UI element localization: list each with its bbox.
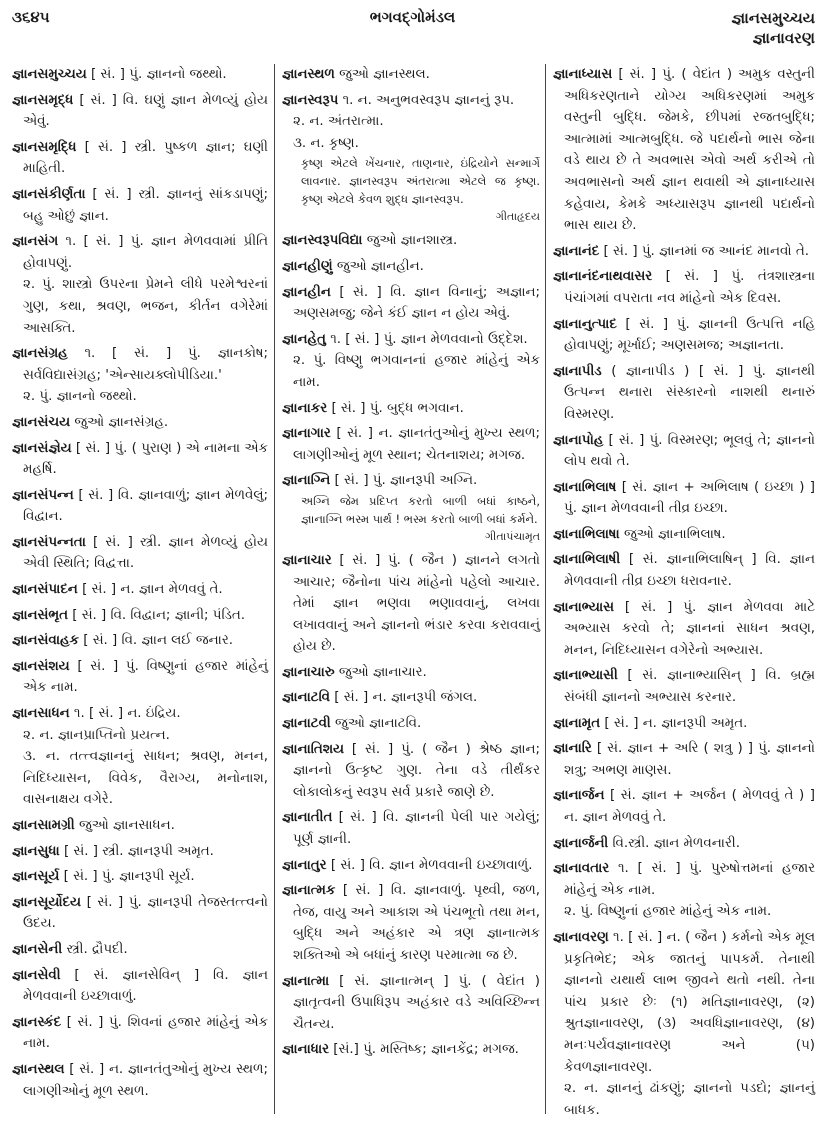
definition: [ સં. ] સ્ત્રી. જ્ઞાન મેળવ્યું હોય એવી સ્થિતિ; વિદ્વત્તા. [23,534,268,572]
headword: જ્ઞાનાનંદનાથવાસર [553,269,653,285]
definition: ૧. [ સં. ] પું. જ્ઞાનકોષ; સર્વવિદ્યાસંગ્રહ; 'એન્સાયક્લોપીડિયા.' [23,346,269,383]
dictionary-entry [553,430,815,473]
dictionary-entry [553,927,815,1121]
definition: જુઓ જ્ઞાનશાસ્ત્ર. [366,233,458,249]
definition: [ સં. ] પું. જ્ઞાનરૂપી તેજસ્તત્ત્વનો ઉદય. [23,894,268,932]
sense: ૨. ન. જ્ઞાનનું ઢાંકણું; જ્ઞાનનો પડદો; જ્ઞાનનું બાધક. [564,1081,815,1118]
headword: જ્ઞાનાર્જન [553,788,605,804]
definition: [ સં. ] પું. જ્ઞાનની ઉત્પત્તિ નહિ હોવાપણું; મૂર્ખાઈ; અણસમજ; અજ્ઞાનતા. [564,316,815,354]
definition: [ સં. ] પું. બુદ્ધ ભગવાન. [331,400,464,416]
definition: [ સં. જ્ઞાનાત્મન્ ] પું. ( વેદાંત ) જ્ઞાતૃત્વની ઉપાધિરૂપ અહંકાર વડે અવિચ્છિન્ન ચૈતન્ય. [293,973,540,1032]
headword: જ્ઞાનારિ [553,741,592,757]
quote-source: ગીતાહૃદય [495,210,540,224]
headword: જ્ઞાનાપોહ [553,432,604,448]
guidewords [731,8,815,48]
definition: [ સં. ] વિ. જ્ઞાનવાળું; જ્ઞાન મેળવેલું; વિદ્વાન. [23,487,268,525]
definition: [ સં. ] પું. ( જૈન ) જ્ઞાનને લગતો આચાર; જૈનોના પાંચ માંહેનો પહેલો આચાર. તેમાં જ્ઞાન ભણવા ભણાવવાનું, લખવા લખાવવાનું અને જ્ઞાનનો ભંડાર કરવા કરાવવાનું હોય છે. [293,552,540,655]
dictionary-entry [12,630,268,652]
dictionary-entry [553,524,815,546]
column-2 [282,64,540,1065]
headword: જ્ઞાનાપીડ [553,363,602,379]
dictionary-entry [12,579,268,601]
definition: ૧. [ સં. ] ન. ઇંદ્રિય. [73,706,181,722]
sense: ૨. ન. અંતરાત્મા. [293,114,384,130]
definition: [ સં. જ્ઞાન + અરિ ( શત્રુ ) ] પું. જ્ઞાનનો શત્રુ; અભણ માણસ. [564,741,815,778]
definition: [ સં. ] પું. જ્ઞાનરૂપી અગ્નિ. [334,473,478,489]
definition: [ સં. જ્ઞાન + અર્જન ( મેળવવું તે ) ] ન. જ્ઞાન મેળવવું તે. [564,788,815,825]
headword: જ્ઞાનસંગ્રહ [12,346,68,362]
headword: જ્ઞાનાટવિ [282,690,330,706]
sense: ૩. ન. તત્ત્વજ્ઞાનનું સાધન; શ્રવણ, મનન, નિદિધ્યાસન, વિવેક, વૈરાગ્ય, મનોનાશ, વાસનાક્ષય વગેરે. [23,749,268,808]
headword: જ્ઞાનસૂર્યોદય [12,894,81,910]
headword: જ્ઞાનાચાર [282,552,332,568]
dictionary-entry [282,739,540,804]
headword: જ્ઞાનાનુત્પાદ [553,316,617,332]
quotation [293,154,540,226]
dictionary-entry [553,858,815,923]
dictionary-entry [282,971,540,1036]
column-1 [12,64,268,1106]
dictionary-entry [12,965,268,1008]
sense: ૨. પું. વિષ્ણુનાં હજાર માંહેનું એક નામ. [564,904,772,920]
definition: જુઓ જ્ઞાનાભિલાષ. [623,526,726,542]
dictionary-entry [553,477,815,520]
dictionary-entry [553,64,815,237]
quotation [293,492,540,546]
dictionary-entry [553,713,815,735]
headword: જ્ઞાનસંભૃત [12,607,68,623]
definition: [ સં. ] ન. જ્ઞાનરૂપી અમૃત. [604,715,748,731]
definition: ૧. ન. અનુભવસ્વરૂપ જ્ઞાનનું રૂપ. [342,92,515,108]
headword: જ્ઞાનસૂર્ય [12,869,60,885]
dictionary-entry [12,939,268,961]
quote-text: અગ્નિ જેમ પ્રદિપ્ત કરતો બાળી બધાં કાષ્ઠને, જ્ઞાનાગ્નિ ભસ્મ પાર્થ ! ભસ્મ કરતો બાળી બધાં કર્મને. [301,493,540,526]
headword: જ્ઞાનાભિલાષી [553,552,621,568]
sense: ૨. ન. જ્ઞાનપ્રાપ્તિનો પ્રયત્ન. [23,727,170,743]
headword: જ્ઞાનસંશય [12,658,70,674]
definition: [ સં. ] પું. જ્ઞાન મેળવવા માટે અભ્યાસ કરવો તે; જ્ઞાનનાં સાધન શ્રવણ, મનન, નિદિધ્યાસન વગેરેનો અભ્યાસ. [564,599,815,658]
column-3 [553,64,815,1125]
dictionary-entry [12,90,268,133]
dictionary-entry [282,1039,540,1061]
dictionary-entry [553,665,815,708]
definition: [ સં. ] પું. ( જૈન ) શ્રેષ્ઠ જ્ઞાન; જ્ઞાનનો ઉત્કૃષ્ટ ગુણ. તેના વડે તીર્થંકર લોકાલોકનું સ્વરૂપ સર્વ પ્રકારે જાણે છે. [293,741,540,800]
headword: જ્ઞાનસ્થલ [12,1061,65,1077]
definition: [ સં. ] વિ. જ્ઞાન વિનાનું; અજ્ઞાન; અણસમજુ; જેને કંઈ જ્ઞાન ન હોય એવું. [293,284,540,322]
headword: જ્ઞાનાત્મક [282,883,336,899]
headword: જ્ઞાનસમુચ્ચય [12,67,87,82]
headword: જ્ઞાનસમૃદ્ધ [12,92,74,108]
dictionary-entry [12,656,268,699]
headword: જ્ઞાનાધ્યાસ [553,67,613,82]
dictionary-entry [553,597,815,662]
headword: જ્ઞાનાવરણ [553,929,609,945]
dictionary-entry [12,343,268,408]
definition: [ સં. ] પું. વિષ્ણુનાં હજાર માંહેનું એક નામ. [23,658,268,696]
dictionary-entry [12,412,268,434]
headword: જ્ઞાનાર્જની [553,835,609,851]
dictionary-entry [282,230,540,252]
headword: જ્ઞાનહેતુ [282,331,326,347]
definition: ૧. [ સં. ] પું. પુરુષોત્તમનાં હજાર માંહેનું એક નામ. [564,861,815,898]
definition: [ સં. ] ન. જ્ઞાનતંતુઓનું મુખ્ય સ્થળ; લાગણીઓનું મૂળ સ્થળ. [23,1061,268,1099]
dictionary-entry [12,841,268,863]
definition: [ સં. ] ન. જ્ઞાન મેળવવું તે. [82,582,223,598]
headword: જ્ઞાનસમૃદ્ધિ [12,139,77,155]
dictionary-entry [12,1059,268,1102]
page-number: ૩૬૪૫ [12,8,50,26]
headword: જ્ઞાનસંકીર્ણતા [12,186,86,202]
definition: [સં.] પું. મસ્તિષ્ક; જ્ઞાનકેંદ્ર; મગજ. [333,1042,519,1058]
dictionary-entry [282,64,540,86]
definition: ૧. [ સં. ] પું. જ્ઞાન મેળવવાનો ઉદ્દેશ. [330,331,528,347]
definition: જુઓ જ્ઞાનાચાર. [338,664,427,680]
dictionary-entry [12,137,268,180]
headword: જ્ઞાનાભ્યાસી [553,668,618,684]
definition: [ સં. ] ન. જ્ઞાનરૂપી જંગલ. [334,690,478,706]
dictionary-entry [12,532,268,575]
definition: ૧. [ સં. ] ન. ( જૈન ) કર્મનો એક મૂલ પ્રકૃતિભેદ; એક જાતનું પાપકર્મ. તેનાથી જ્ઞાનનો યથાર્થ લાભ જીવને થતો નથી. તેના પાંચ પ્રકાર છેઃ (૧) મતિજ્ઞાનાવરણ, (૨) શ્રુતજ્ઞાનાવરણ, (૩) અવધિજ્ઞાનાવરણ, (૪) મનઃપર્યવજ્ઞાનાવરણ અને (૫) કેવળજ્ઞાનાવરણ. [564,929,815,1075]
definition: જુઓ જ્ઞાનસંગ્રહ. [74,414,169,430]
dictionary-entry [282,423,540,466]
dictionary-entry [553,549,815,592]
definition: [ સં. જ્ઞાનાભિલાષિન્ ] વિ. જ્ઞાન મેળવવાની તીવ્ર ઇચ્છા ધરાવનાર. [564,552,815,590]
dictionary-entry [282,282,540,325]
dictionary-entry [282,662,540,684]
headword: જ્ઞાનસંગ [12,234,59,250]
definition: [ સં. જ્ઞાનસેવિન્ ] વિ. જ્ઞાન મેળવવાની ઇચ્છાવાળું. [23,967,269,1005]
dictionary-entry [12,485,268,528]
dictionary-entry [282,807,540,850]
definition: જુઓ જ્ઞાનાટવિ. [335,716,422,732]
dictionary-entry [282,329,540,394]
headword: જ્ઞાનસંપન્નતા [12,534,86,550]
headword: જ્ઞાનાભિલાષા [553,526,620,542]
headword: જ્ઞાનાવતાર [553,861,610,877]
headword: જ્ઞાનાભિલાષ [553,479,617,495]
dictionary-entry [12,438,268,481]
sense: ૨. પું. જ્ઞાનનો જથ્થો. [23,389,137,405]
dictionary-entry [12,231,268,339]
headword: જ્ઞાનસંચય [12,414,71,430]
sense: ૨. પું. શાસ્ત્રો ઉપરના પ્રેમને લીધે પરમેશ્વરનાં ગુણ, કથા, શ્રવણ, ભજન, કીર્તન વગેરેમાં આસક્તિ. [23,277,268,336]
dictionary-entry [12,866,268,888]
sense: ૩. ન. કૃષ્ણ. [293,135,359,151]
definition: [ સં. ] સ્ત્રી. પુષ્કળ જ્ઞાન; ઘણી માહિતી. [23,139,268,177]
dictionary-entry [282,880,540,966]
dictionary-entry [12,892,268,935]
definition: [ સં. ] પું. તંત્રશાસ્ત્રના પંચાંગમાં વપરાતા નવ માંહેનો એક દિવસ. [564,269,815,306]
headword: જ્ઞાનસેની [12,941,63,957]
definition: જુઓ જ્ઞાનસાધન. [78,818,175,833]
column-divider [274,64,275,1114]
headword: જ્ઞાનસંવાહક [12,633,79,649]
headword: જ્ઞાનાનંદ [553,243,600,259]
dictionary-entry [12,815,268,837]
headword: જ્ઞાનસંજ્ઞેય [12,440,72,456]
definition: [ સં. ] પું. શિવનાં હજાર માંહેનું એક નામ. [23,1014,268,1052]
definition: [ સં. ] સ્ત્રી. જ્ઞાનનું સાંકડાપણું; બહુ ઓછું જ્ઞાન. [23,186,268,224]
definition: વિ.સ્ત્રી. જ્ઞાન મેળવનારી. [612,835,740,851]
headword: જ્ઞાનાટવી [282,716,331,732]
dictionary-entry [12,703,268,811]
definition: [ સં. ] પું. વિસ્મરણ; ભૂલવું તે; જ્ઞાનનો લોપ થવો તે. [564,432,815,470]
headword: જ્ઞાનાગાર [282,426,331,442]
headword: જ્ઞાનાતીત [282,810,333,826]
definition: [ સં. જ્ઞાન + અભિલાષ ( ઇચ્છા ) ] પું. જ્ઞાન મેળવવાની તીવ્ર ઇચ્છા. [564,479,815,517]
definition: [ સં. ] વિ. વિદ્વાન; જ્ઞાની; પંડિત. [72,607,246,623]
dictionary-entry [553,738,815,781]
quote-source: ગીતાપંચામૃત [485,529,540,543]
headword: જ્ઞાનહીણું [282,258,333,274]
definition: સ્ત્રી. દ્રૌપદી. [66,941,128,957]
dictionary-entry [282,855,540,877]
definition: જુઓ જ્ઞાનસ્થલ. [339,67,430,82]
headword: જ્ઞાનસ્થળ [282,67,335,82]
definition: ( જ્ઞાનાપીડ ) [ સં. ] પું. જ્ઞાનથી ઉત્પન્ન થનારા સંસ્કારનો નાશથી થનારું વિસ્મરણ. [564,363,815,422]
headword: જ્ઞાનાભ્યાસ [553,599,614,615]
headword: જ્ઞાનામૃત [553,715,601,731]
definition: [ સં. ] પું. ( વેદાંત ) અમુક વસ્તુની અધિકરણતાને યોગ્ય અધિકરણમાં અમુક વસ્તુની બુદ્ધિ. જેમકે, છીપમાં રજતબુદ્ધિ; આત્મામાં આત્મબુદ્ધિ. જે પદાર્થનો ભાસ જેના વડે થાય છે તે અવભાસ એવો અર્થ કરીએ તો અવભાસનો અર્થ જ્ઞાન થવાથી એ જ્ઞાનાધ્યાસ કહેવાય, કેમકે અધ્યાસરૂપ જ્ઞાનથી પદાર્થનો ભાસ થાય છે. [564,67,815,234]
dictionary-entry [12,1012,268,1055]
headword: જ્ઞાનસ્વરૂપ [282,92,339,108]
dictionary-entry [282,90,540,227]
dictionary-entry [12,64,268,86]
dictionary-entry [282,550,540,658]
book-title: ભગવદ્ગોમંડલ [369,8,456,26]
dictionary-entry [282,470,540,546]
quote-text: કૃષ્ણ એટલે ખેંચનાર, તાણનાર, ઇંદ્રિયોને સન્માર્ગે લાવનાર. જ્ઞાનસ્વરૂપ અંતરાત્મા એટલે જ કૃષ્ણ. કૃષ્ણ એટલે કેવળ શુદ્ધ જ્ઞાનસ્વરૂપ. [301,156,540,207]
guideword-last: જ્ઞાનાવરણ [752,29,815,47]
dictionary-entry [553,241,815,263]
headword: જ્ઞાનસુધા [12,843,60,859]
headword: જ્ઞાનહીન [282,284,331,300]
definition: [ સં. ] પું. જ્ઞાનમાં જ આનંદ માનવો તે. [603,243,810,259]
definition: [ સં. ] વિ. જ્ઞાનવાળું. પૃથ્વી, જળ, તેજ, વાયુ અને આકાશ એ પંચભૂતો તથા મન, બુદ્ધિ અને અહંકાર એ ત્રણ જ્ઞાનાત્મક શક્તિઓ એ બધાંનું કારણ પરમાત્મા જ છે. [293,883,540,963]
headword: જ્ઞાનસામગ્રી [12,818,75,833]
definition: [ સં. ] વિ. ઘણું જ્ઞાન મેળવ્યું હોય એવું. [23,92,268,130]
guideword-first: જ્ઞાનસમુચ્ચય [731,9,815,27]
headword: જ્ઞાનાચારુ [282,664,335,680]
definition: [ સં. ] ન. જ્ઞાનતંતુઓનું મુખ્ય સ્થળ; લાગણીઓનું મૂળ સ્થાન; ચેતનાશય; મગજ. [293,426,541,463]
headword: જ્ઞાનાત્મા [282,973,330,989]
headword: જ્ઞાનસેવી [12,967,61,983]
headword: જ્ઞાનસંપાદન [12,582,78,598]
definition: [ સં. ] સ્ત્રી. જ્ઞાનરૂપી અમૃત. [63,843,214,859]
definition: [ સં. ] પું. જ્ઞાનનો જથ્થો. [90,67,227,82]
dictionary-entry [553,314,815,357]
headword: જ્ઞાનાકર [282,400,328,416]
dictionary-entry [282,713,540,735]
definition: [ સં. ] વિ. જ્ઞાન લઈ જનાર. [83,633,234,649]
headword: જ્ઞાનસ્વરૂપવિદ્યા [282,233,363,249]
headword: જ્ઞાનાગ્નિ [282,473,331,489]
headword: જ્ઞાનાતિશય [282,741,344,757]
definition: [ સં. જ્ઞાનાભ્યાસિન્ ] વિ. બ્રહ્મ સંબંધી જ્ઞાનનો અભ્યાસ કરનાર. [564,668,815,706]
headword: જ્ઞાનસંપન્ન [12,487,74,503]
definition: [ સં. ] પું. જ્ઞાનરૂપી સૂર્ય. [63,869,195,885]
column-divider [545,64,546,1114]
headword: જ્ઞાનાધાર [282,1042,330,1058]
sense: ૨. પું. વિષ્ણુ ભગવાનનાં હજાર માંહેનું એક નામ. [293,353,540,390]
definition: [ સં. ] વિ. જ્ઞાન મેળવવાની ઇચ્છાવાળું. [330,857,533,873]
dictionary-entry [553,785,815,828]
headword: જ્ઞાનસ્કંદ [12,1014,62,1030]
headword: જ્ઞાનસાધન [12,706,70,722]
definition: ૧. [ સં. ] પું. જ્ઞાન મેળવવામાં પ્રીતિ હોવાપણું. [23,234,268,271]
dictionary-entry [282,398,540,420]
definition: [ સં. ] પું. ( પુરાણ ) એ નામના એક મહર્ષિ. [23,440,268,478]
dictionary-entry [282,687,540,709]
dictionary-entry [12,605,268,627]
dictionary-entry [282,256,540,278]
definition: [ સં. ] વિ. જ્ઞાનની પેલી પાર ગયેલું; પૂર્ણ જ્ઞાની. [293,810,540,848]
definition: જુઓ જ્ઞાનહીન. [336,258,424,274]
dictionary-entry [553,833,815,855]
dictionary-entry [553,361,815,426]
dictionary-entry [12,184,268,227]
headword: જ્ઞાનાતુર [282,857,327,873]
dictionary-entry [553,266,815,309]
